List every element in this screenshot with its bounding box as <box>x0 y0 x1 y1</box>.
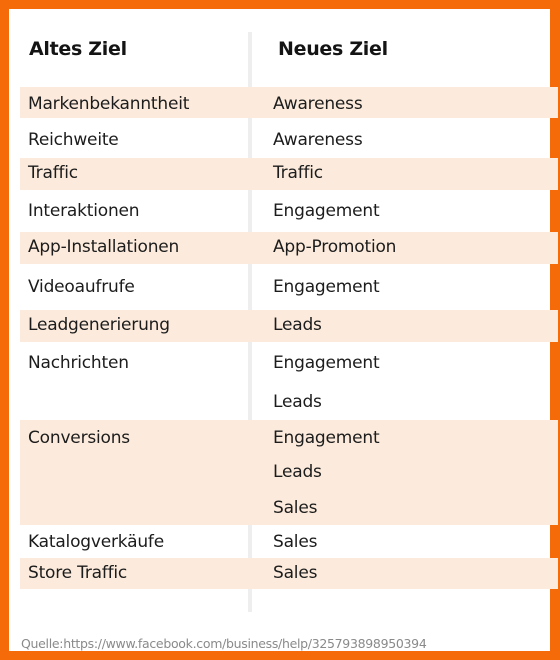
table-row <box>20 310 558 342</box>
table-row <box>20 232 558 264</box>
goal-mapping-table <box>18 18 559 660</box>
new-goal-cell: Engagement <box>273 201 380 221</box>
table-row <box>20 558 558 589</box>
old-goal-cell: Katalogverkäufe <box>28 532 164 552</box>
table-row <box>20 87 558 118</box>
new-goal-cell: Awareness <box>273 130 363 150</box>
table-row <box>20 420 558 525</box>
old-goal-cell: Store Traffic <box>28 563 128 583</box>
table-row <box>20 118 558 158</box>
source-citation: Quelle:https://www.facebook.com/business/help/325793898950394 <box>21 636 427 651</box>
new-goal-cell: Awareness <box>273 94 363 114</box>
new-goal-cell: Traffic <box>273 163 323 183</box>
table-row <box>20 342 558 420</box>
old-goal-cell: Interaktionen <box>28 201 140 221</box>
table-row <box>20 264 558 310</box>
old-goal-cell: Nachrichten <box>28 353 129 373</box>
new-goal-cell: Engagement <box>273 428 380 448</box>
new-goal-cell: Sales <box>273 498 318 518</box>
old-goal-cell: Traffic <box>28 163 78 183</box>
new-goal-cell: Leads <box>273 462 322 482</box>
new-goal-cell: App-Promotion <box>273 237 397 257</box>
old-goal-cell: Conversions <box>28 428 130 448</box>
new-goal-cell: Sales <box>273 532 318 552</box>
header-old-goal: Altes Ziel <box>29 38 127 60</box>
new-goal-cell: Engagement <box>273 353 380 373</box>
old-goal-cell: Reichweite <box>28 130 119 150</box>
header-new-goal: Neues Ziel <box>278 38 388 60</box>
old-goal-cell: Markenbekanntheit <box>28 94 190 114</box>
table-row <box>20 190 558 232</box>
old-goal-cell: Leadgenerierung <box>28 315 170 335</box>
table-row <box>20 158 558 190</box>
old-goal-cell: App-Installationen <box>28 237 180 257</box>
new-goal-cell: Engagement <box>273 277 380 297</box>
new-goal-cell: Leads <box>273 315 322 335</box>
new-goal-cell: Leads <box>273 392 322 412</box>
new-goal-cell: Sales <box>273 563 318 583</box>
old-goal-cell: Videoaufrufe <box>28 277 135 297</box>
table-row <box>20 525 558 558</box>
